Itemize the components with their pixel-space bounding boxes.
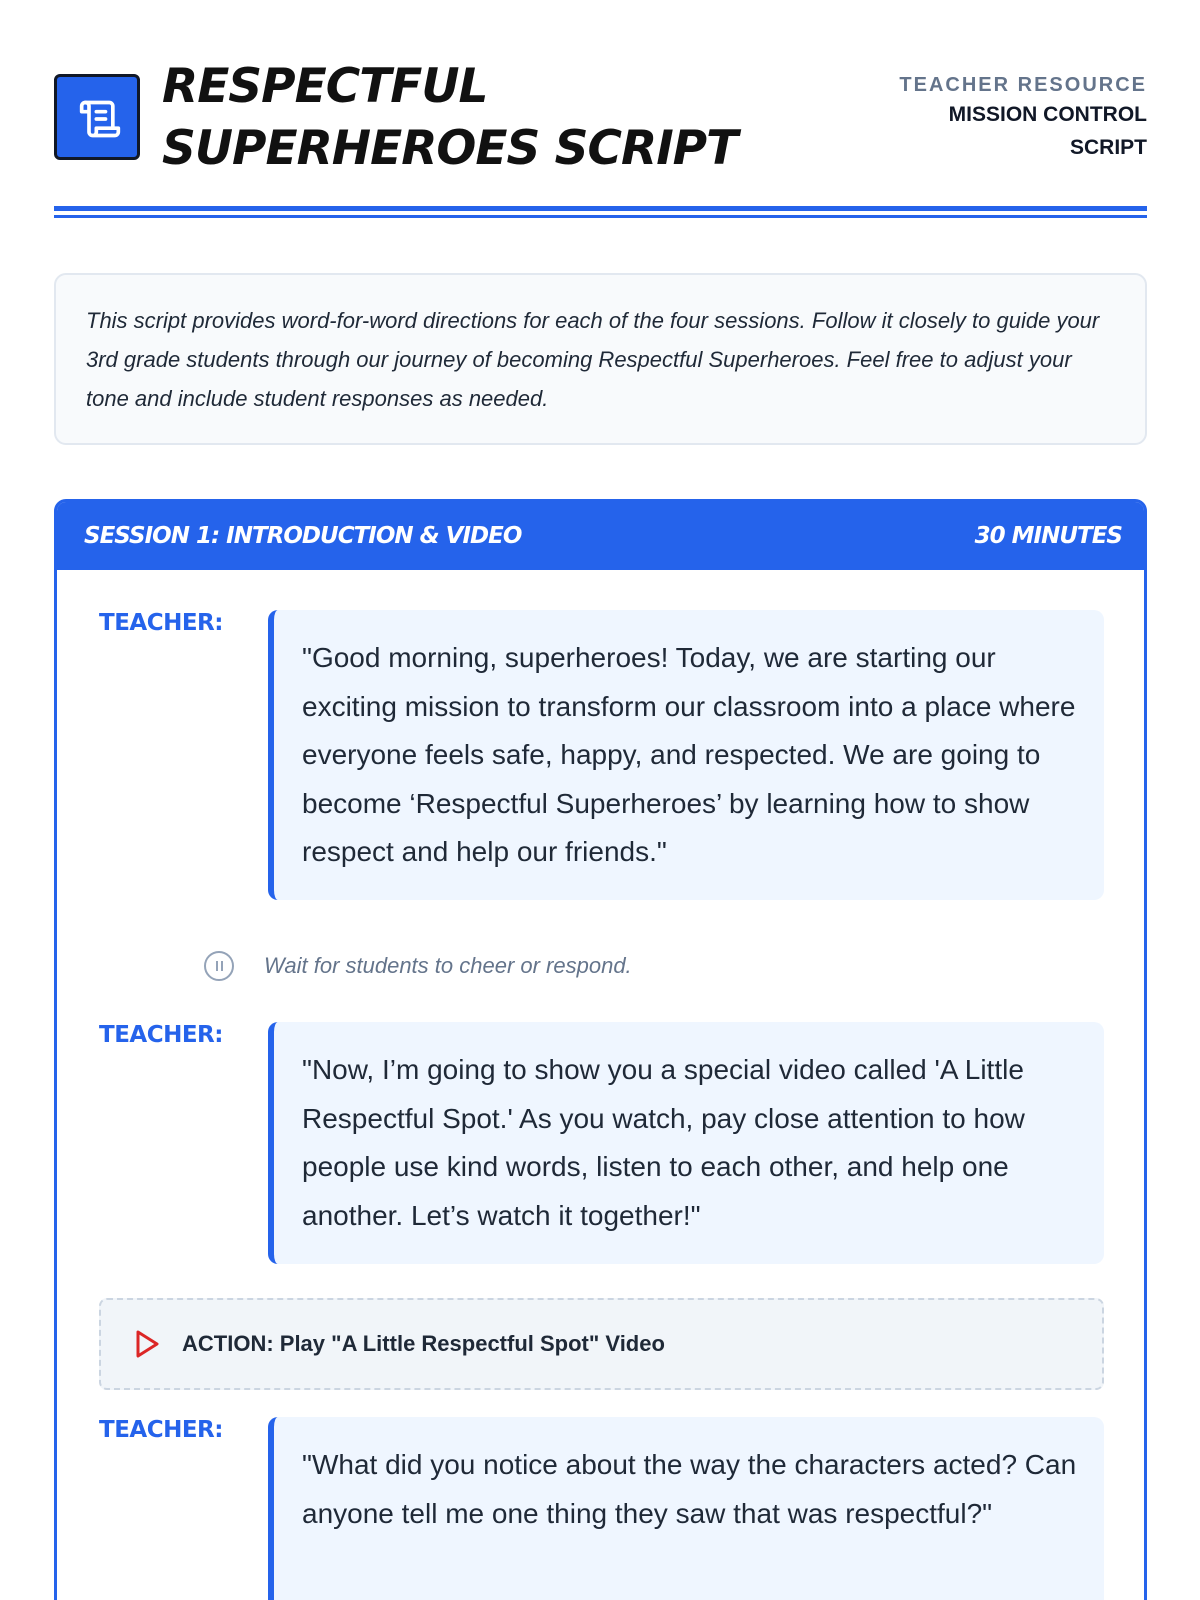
header-meta [899,72,1147,164]
page-header [54,56,1147,176]
script-bubble [268,1417,1104,1600]
speaker-label: TEACHER: [99,1022,223,1048]
script-text: "Good morning, superheroes! Today, we are starting our exciting mission to transform our classroom into a place where everyone feels safe, happy, and respected. We are going to become ‘Respectful Superheroes’ by learning how to show respect and help our friends." [302,642,1076,867]
title-line-1: RESPECTFUL [162,59,488,114]
speaker-label: TEACHER: [99,610,223,636]
scroll-icon [78,97,122,141]
script-text: "What did you notice about the way the characters acted? Can anyone tell me one thing they saw that was respectful?" [302,1449,1077,1529]
session-1-duration: 30 MINUTES [974,523,1122,549]
resource-kicker: TEACHER RESOURCE [899,74,1147,96]
script-text: "Now, I’m going to show you a special video called 'A Little Respectful Spot.' As you watch, pay close attention to how people use kind words, listen to each other, and help one another. Let’s watch it together!" [302,1054,1025,1231]
logo-badge [54,74,140,160]
script-bubble [268,1022,1104,1264]
header-divider-thin [54,215,1147,218]
action-text: ACTION: Play "A Little Respectful Spot" Video [182,1331,665,1356]
action-callout [99,1298,1104,1390]
intro-text: This script provides word-for-word directions for each of the four sessions. Follow it closely to guide your 3rd grade students through our journey of becoming Respectful Superheroes. Feel free to adjust your tone and include student responses as needed. [86,308,1100,411]
intro-note [54,273,1147,445]
title-line-2: SUPERHEROES SCRIPT [162,121,738,176]
pause-note [204,951,632,981]
header-divider-thick [54,206,1147,211]
pause-text: Wait for students to cheer or respond. [264,953,632,978]
session-1-title: SESSION 1: INTRODUCTION & VIDEO [84,523,522,549]
pause-circle-icon [204,951,234,981]
resource-subtitle: MISSION CONTROL SCRIPT [948,103,1147,159]
speaker-label: TEACHER: [99,1417,223,1443]
script-bubble [268,610,1104,900]
session-1-header [57,502,1144,570]
page-title [162,56,842,180]
play-icon [132,1329,162,1359]
session-1-card [54,499,1147,1600]
